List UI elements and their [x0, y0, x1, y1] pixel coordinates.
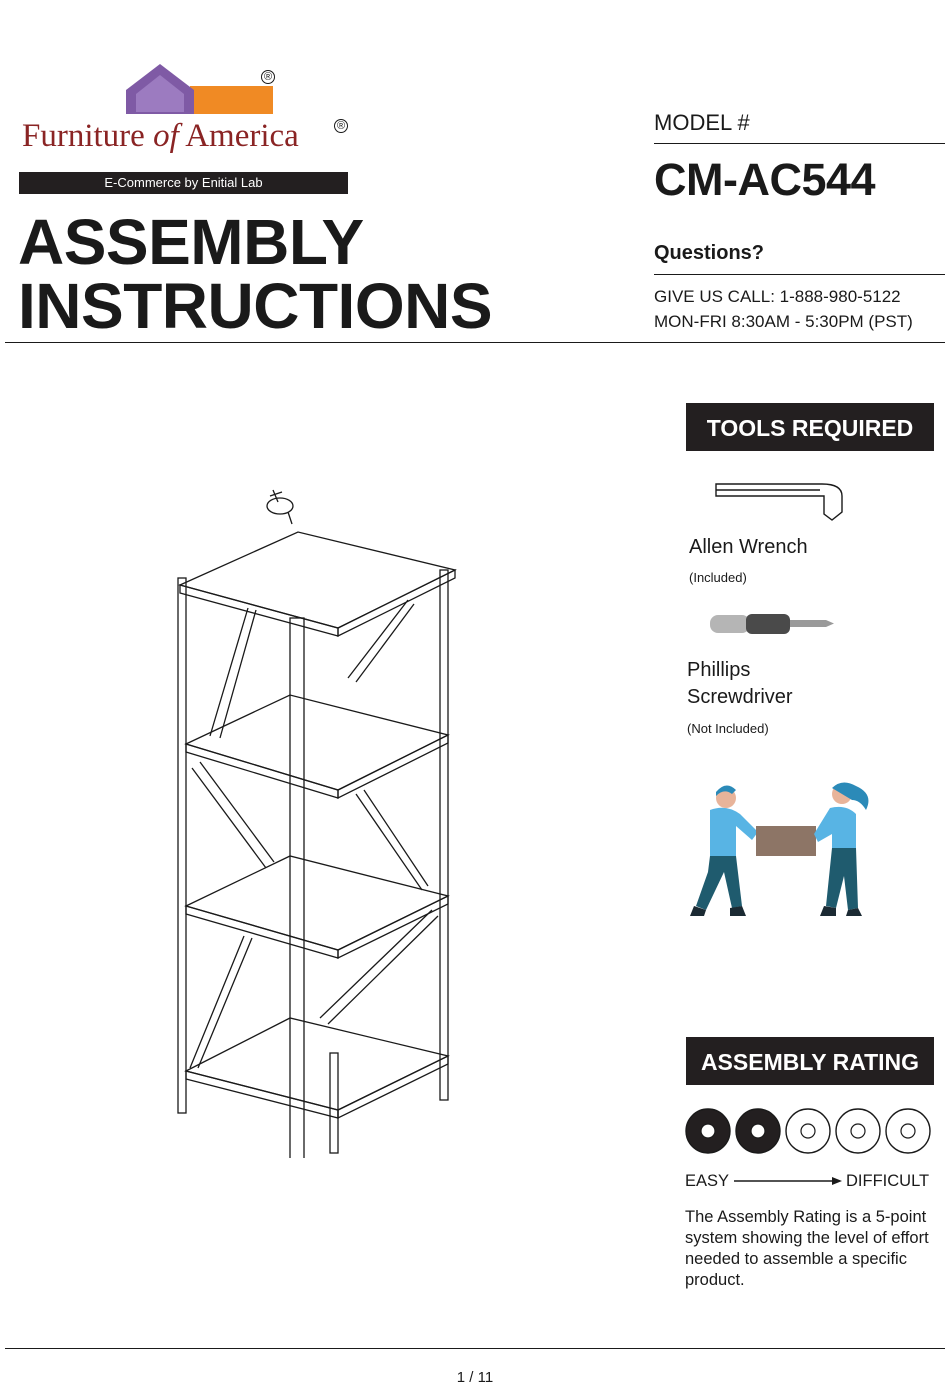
rating-difficult-label: DIFFICULT	[846, 1172, 930, 1190]
bookshelf-illustration	[170, 478, 470, 1158]
rating-filled-circle-1	[686, 1109, 730, 1153]
tool-name-screwdriver-line-1: Phillips	[687, 659, 751, 681]
two-person-lift-icon	[686, 780, 876, 920]
wordmark-registered-mark: ®	[334, 119, 348, 133]
hex-key-icon	[267, 490, 293, 524]
shelf-bottom	[186, 1018, 448, 1118]
page-title-line-1: ASSEMBLY	[18, 206, 364, 278]
questions-divider	[654, 274, 945, 275]
header-divider	[5, 342, 945, 343]
rating-empty-circle-5	[886, 1109, 930, 1153]
allen-wrench-icon	[712, 478, 852, 526]
brand-word-furniture: Furniture	[22, 118, 145, 154]
rating-empty-circle-3	[786, 1109, 830, 1153]
rating-arrow-icon	[734, 1175, 844, 1187]
rating-circles	[685, 1107, 935, 1155]
tools-required-heading: TOOLS REQUIRED	[686, 403, 934, 451]
rating-empty-circle-4	[836, 1109, 880, 1153]
logo-registered-mark: ®	[261, 70, 275, 84]
shelf-top	[180, 532, 455, 636]
tool-name-allen-wrench: Allen Wrench	[689, 536, 808, 558]
footer-divider	[5, 1348, 945, 1349]
rating-scale	[685, 1107, 935, 1155]
shelf-2	[186, 695, 448, 798]
contact-phone: GIVE US CALL: 1-888-980-5122	[654, 287, 901, 306]
tool-note-allen-wrench: (Included)	[689, 570, 747, 585]
brand-wordmark	[22, 118, 299, 155]
questions-label: Questions?	[654, 242, 765, 264]
brand-tagline: E-Commerce by Enitial Lab	[19, 172, 348, 194]
model-divider	[654, 143, 945, 144]
tool-name-screwdriver	[687, 657, 793, 711]
brand-word-america: America	[185, 118, 299, 154]
house-logo-icon	[122, 62, 282, 120]
page-title-line-2: INSTRUCTIONS	[18, 270, 492, 342]
rating-easy-label: EASY	[685, 1172, 730, 1190]
tool-name-screwdriver-line-2: Screwdriver	[687, 686, 793, 708]
tool-note-screwdriver: (Not Included)	[687, 721, 769, 736]
contact-hours: MON-FRI 8:30AM - 5:30PM (PST)	[654, 312, 913, 331]
page-number: 1 / 11	[456, 1369, 494, 1386]
model-number: CM-AC544	[654, 154, 876, 205]
brand-logo	[18, 62, 358, 172]
assembly-rating-heading: ASSEMBLY RATING	[686, 1037, 934, 1085]
screwdriver-icon	[708, 609, 838, 639]
rating-filled-circle-2	[736, 1109, 780, 1153]
rating-description: The Assembly Rating is a 5-point system showing the level of effort needed to assemble a specific product.	[685, 1208, 929, 1289]
brand-word-of: of	[153, 118, 179, 154]
model-label: MODEL #	[654, 110, 750, 135]
